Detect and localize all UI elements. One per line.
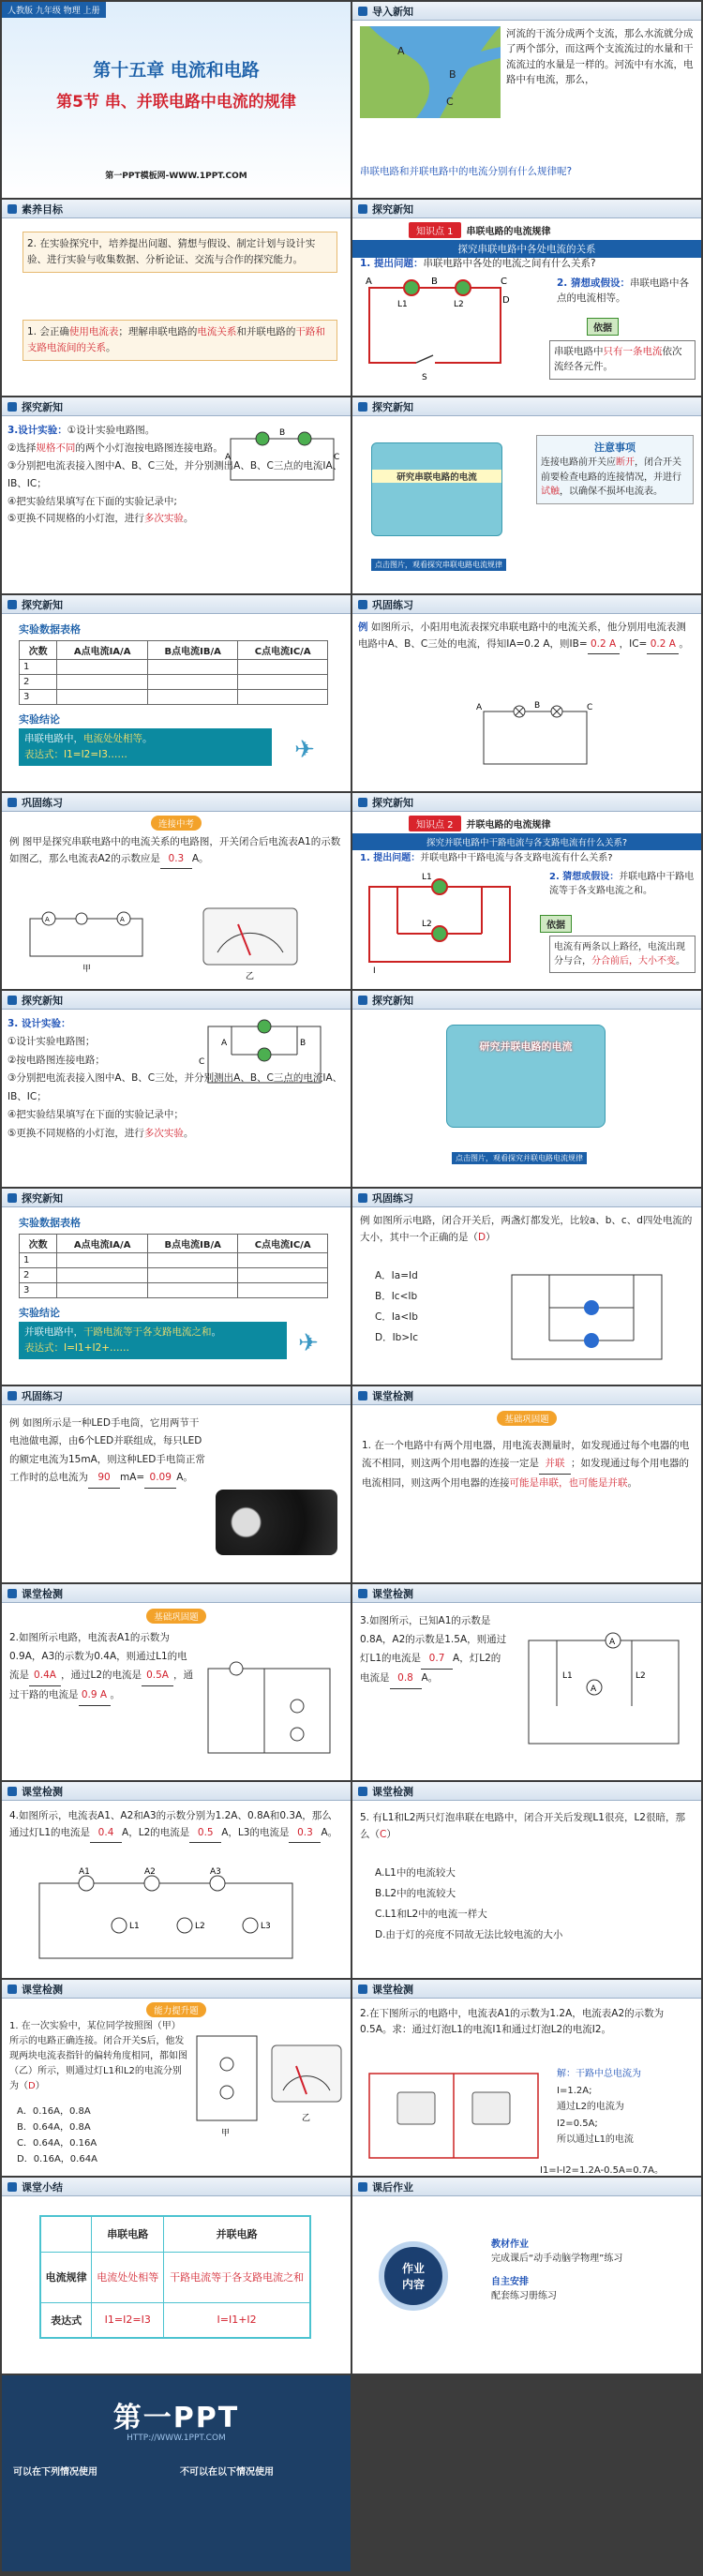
parallel-circuit (360, 868, 529, 981)
example-text: 例 图甲是探究串联电路中的电流关系的电路图，开关闭合后电流表A1的示数如图乙，那么电流表A2的示数应是 0.3 A。 (9, 834, 343, 869)
slide-header: 课堂检测 (352, 1584, 701, 1603)
slide-header: 课后作业 (352, 2178, 701, 2196)
knowledge-tag: 知识点 1 (409, 222, 461, 238)
parallel-diagram (199, 1017, 339, 1092)
river-illustration (360, 26, 501, 118)
slide-practice-2[interactable] (2, 793, 351, 989)
example-text: 例 如图所示，小阳用电流表探究串联电路中的电流关系，他分别用电流表测电路中A、B、C三处的电流，得知IA=0.2 A，则IB= 0.2 A ，IC= 0.2 A 。 (358, 620, 696, 787)
summary-table: 串联电路 并联电路 电流规律 电流处处相等 干路电流等于各支路电流之和 表达式 I1=I2=I3 I=I1+I2 (39, 2215, 311, 2339)
svg-text:B: B (279, 428, 286, 438)
header-icon (7, 2182, 17, 2192)
plane-icon: ✈ (298, 1329, 319, 1357)
plane-icon: ✈ (294, 736, 315, 764)
test-circuit (30, 1865, 311, 1973)
level-pill: 基础巩固题 (497, 1411, 557, 1426)
question-text: 1. 在一个电路中有两个用电器，用电流表测量时，如发现通过每个电器的电流不相同，则这两个用电器的连接一定是 并联 ；如发现通过每个用电器的电流相同，则这两个用电器的连接可能是串联，也可能是并联。 (362, 1440, 690, 1489)
svg-text:乙: 乙 (302, 2114, 311, 2123)
topic-bar: 探究串联电路中各处电流的关系 (352, 240, 701, 258)
header-icon (7, 996, 17, 1005)
slide-header: 探究新知 (2, 595, 351, 614)
slide-header: 课堂检测 (2, 1980, 351, 1999)
conclusion-box: 并联电路中，干路电流等于各支路电流之和。 表达式：I=I1+I2+…… (19, 1322, 287, 1359)
svg-text:L2: L2 (195, 1922, 205, 1931)
flashlight-image (216, 1490, 337, 1555)
series-circuit (360, 275, 529, 387)
header-icon (358, 798, 367, 807)
hw-heading-2: 自主安排 (491, 2277, 529, 2287)
slide-series-data[interactable] (2, 595, 351, 791)
ammeter-yi (199, 904, 302, 982)
slide-parallel-hypothesis[interactable]: 探究新知 知识点 2 并联电路的电流规律 探究并联电路中干路电流与各支路电流有什么关系? 1. 提出问题：并联电路中干路电流与各支路电流有什么关系? L1 L2 I 2. 猜想或假设：并联电路中干路电流等于各支路电流之和。 依据 电流有两条以上路径，电流出现分与合，分合前后，大小不变。 (352, 793, 701, 989)
svg-text:L3: L3 (261, 1922, 271, 1931)
svg-text:L2: L2 (636, 1671, 646, 1681)
header-icon (7, 204, 17, 214)
slide-practice-3[interactable] (352, 1189, 701, 1385)
section-title: 第5节 串、并联电路中电流的规律 (56, 93, 296, 112)
header-icon (7, 1193, 17, 1203)
svg-text:A: A (591, 1685, 597, 1694)
svg-text:L1: L1 (129, 1922, 140, 1931)
slide-header: 探究新知 (2, 1189, 351, 1207)
test-circuit (519, 1622, 694, 1762)
slide-test-5[interactable] (352, 1782, 701, 1978)
river-label-c: C (446, 96, 454, 108)
basis-note: 电流有两条以上路径，电流出现分与合，分合前后，大小不变。 (549, 936, 696, 973)
svg-text:甲: 甲 (221, 2129, 231, 2138)
hw-text-2: 配套练习册练习 (491, 2291, 557, 2301)
goal-2: 2. 在实验探究中，培养提出问题、猜想与假设、制定计划与设计实验、进行实验与收集数据、分析论证、交流与合作的探究能力。 (22, 232, 337, 273)
slide-header: 课堂检测 (352, 1980, 701, 1999)
header-icon (7, 402, 17, 412)
level-pill: 基础巩固题 (146, 1609, 206, 1624)
question-text: 2.如图所示电路，电流表A1的示数为0.9A，A3的示数为0.4A，则通过L1的电流是 0.4A ，通过L2的电流是 0.5A ，通过干路的电流是 0.9 A 。 (9, 1629, 197, 1706)
option-list: A.L1中的电流较大 B.L2中的电流较大 C.L1和L2中的电流一样大 D.由于灯的亮度不同故无法比较电流的大小 (375, 1867, 563, 1941)
slide-practice-1[interactable] (352, 595, 701, 791)
svg-text:A: A (221, 1039, 228, 1048)
slide-header: 课堂检测 (352, 1782, 701, 1801)
svg-text:D: D (502, 295, 510, 306)
slide-title[interactable] (2, 2, 351, 198)
slide-header: 巩固练习 (352, 1189, 701, 1207)
design-steps: 3. 设计实验： ①设计实验电路图； ②按电路图连接电路； ③分别把电流表接入图中A、B、C三处，并分别测出A、B、C三点的电流IA、IB、IC； ④把实验结果填写在下面的实验记录中； ⑤更换不同规格的小灯泡，进行多次实验。 (7, 1018, 343, 1139)
slide-series-hypothesis[interactable] (352, 200, 701, 396)
slide-header: 探究新知 (352, 793, 701, 812)
notes-box: 注意事项 连接电路前开关应断开，闭合开关前要检查电路的连接情况，并进行试触，以确保不损坏电流表。 (536, 435, 694, 504)
header-icon (358, 204, 367, 214)
test-circuit (199, 1659, 345, 1762)
usage-allowed: 可以在下列情况使用 (13, 2467, 97, 2478)
level-pill: 能力提升题 (146, 2002, 206, 2017)
header-icon (358, 2182, 367, 2192)
video-caption: 点击图片，观看探究串联电路电流规律 (371, 559, 506, 571)
slide-header: 导入新知 (352, 2, 701, 21)
data-table: 次数 A点电流IA/A B点电流IB/A C点电流IC/A 1 2 3 (19, 1234, 328, 1298)
slide-header: 素养目标 (2, 200, 351, 218)
slide-test-2[interactable] (2, 1584, 351, 1780)
topic-bar: 探究并联电路中干路电流与各支路电流有什么关系? (352, 833, 701, 850)
svg-text:C: C (334, 453, 340, 462)
slide-summary[interactable] (2, 2178, 351, 2374)
svg-text:A: A (120, 916, 125, 923)
slide-parallel-video[interactable] (352, 991, 701, 1187)
example-text: 例 如图所示电路，闭合开关后，两盏灯都发光，比较a、b、c、d四处电流的大小，其中一个正确的是（D） (360, 1215, 693, 1243)
slide-series-video[interactable] (352, 397, 701, 593)
slide-header: 探究新知 (2, 397, 351, 416)
svg-text:C: C (501, 277, 507, 287)
slide-test-4[interactable] (2, 1782, 351, 1978)
practice-circuit (493, 1266, 681, 1369)
header-icon (358, 996, 367, 1005)
table-title: 实验数据表格 (19, 1217, 81, 1229)
option-list: A．Ia=Id B．Ic<Ib C．Ia<Ib D．Ib>Ic (375, 1270, 419, 1344)
question-text: 5. 有L1和L2两只灯泡串联在电路中，闭合开关后发现L1很亮，L2很暗，那么（C） (360, 1812, 685, 1840)
slide-test-3[interactable] (352, 1584, 701, 1780)
question-text: 串联电路中各处的电流之间有什么关系? (423, 258, 596, 269)
header-icon (7, 1787, 17, 1796)
knowledge-tag: 知识点 2 (409, 816, 461, 831)
basis-note: 串联电路中只有一条电流依次流经各元件。 (549, 340, 696, 380)
conclusion-title: 实验结论 (19, 1307, 60, 1319)
hw-heading-1: 教材作业 (491, 2239, 529, 2250)
svg-text:A: A (609, 1638, 616, 1647)
slide-header: 课堂小结 (2, 2178, 351, 2196)
river-label-b: B (449, 68, 456, 81)
slide-header: 课堂检测 (2, 1782, 351, 1801)
header-icon (7, 1589, 17, 1598)
svg-text:L2: L2 (422, 920, 432, 929)
slide-header: 探究新知 (352, 397, 701, 416)
option-list: A．0.16A，0.8A B．0.64A，0.8A C．0.64A，0.16A D．0.16A，0.64A (17, 2106, 97, 2164)
data-table: 次数 A点电流IA/A B点电流IB/A C点电流IC/A 1 2 3 (19, 640, 328, 705)
question-text: 1. 在一次实验中，某位同学按照图（甲）所示的电路正确连接。闭合开关S后，他发现两块电流表指针的偏转角度相同，都如图（乙）所示，则通过灯L1和L2的电流分别为（D） (9, 2021, 187, 2091)
svg-text:A: A (366, 277, 372, 287)
edition-badge: 人教版 九年级 物理 上册 (2, 2, 106, 18)
topic-label: 串联电路的电流规律 (466, 227, 551, 237)
table-title: 实验数据表格 (19, 623, 81, 636)
intro-text: 河流的干流分成两个支流，那么水流就分成了两个部分，而这两个支流流过的水量和干流流过的水量是一样的。河流中有水流，电路中有电流，那么， (506, 28, 694, 85)
svg-text:I: I (373, 966, 376, 976)
usage-forbidden: 不可以在以下情况使用 (180, 2467, 274, 2478)
basis-badge: 依据 (540, 915, 572, 933)
guess-label: 2. 猜想或假设： (557, 277, 630, 289)
intro-question: 串联电路和并联电路中的电流分别有什么规律呢? (360, 166, 573, 177)
video-caption: 点击图片，观看探究并联电路电流规律 (452, 1152, 587, 1164)
svg-text:B: B (534, 701, 541, 711)
svg-text:L1: L1 (397, 300, 408, 309)
header-icon (358, 7, 367, 16)
solution-final: I1=I-I2=1.2A-0.5A=0.7A。 (540, 2165, 664, 2176)
slide-test-7[interactable] (352, 1980, 701, 2176)
svg-text:S: S (422, 373, 427, 382)
brand-logo: 第一PPT (112, 2402, 240, 2434)
svg-text:乙: 乙 (246, 972, 255, 981)
question-text: 4.如图所示，电流表A1、A2和A3的示数分别为1.2A、0.8A和0.3A，那么 通过灯L1的电流是 0.4 A，L2的电流是 0.5 A，L3的电流是 0.3 A。 (9, 1808, 343, 1843)
header-icon (358, 1984, 367, 1994)
svg-text:B: B (300, 1039, 307, 1048)
svg-text:L1: L1 (422, 873, 432, 882)
header-icon (358, 1193, 367, 1203)
header-icon (7, 600, 17, 609)
svg-text:A3: A3 (210, 1867, 221, 1877)
video-thumbnail[interactable]: 研究并联电路的电流 (446, 1025, 606, 1128)
ammeter-yi (268, 2036, 345, 2139)
video-thumbnail[interactable]: 研究串联电路的电流 (371, 442, 502, 536)
slide-header: 巩固练习 (2, 1386, 351, 1405)
svg-text:A1: A1 (79, 1867, 90, 1877)
slide-goals[interactable] (2, 200, 351, 396)
slide-header: 课堂检测 (352, 1386, 701, 1405)
slide-header: 探究新知 (352, 200, 701, 218)
circuit-jia (189, 2027, 264, 2139)
header-icon (358, 1391, 367, 1400)
header-icon (358, 600, 367, 609)
conclusion-title: 实验结论 (19, 713, 60, 726)
question-text: 3.如图所示，已知A1的示数是0.8A，A2的示数是1.5A，则通过灯L1的电流是 0.7 A，灯L2的电流是 0.8 A。 (360, 1612, 510, 1689)
slide-test-1[interactable] (352, 1386, 701, 1582)
header-icon (7, 1984, 17, 1994)
slide-header: 探究新知 (352, 991, 701, 1010)
site-label: 第一PPT模板网-WWW.1PPT.COM (105, 172, 247, 181)
svg-text:B: B (431, 277, 438, 287)
header-icon (358, 402, 367, 412)
slide-parallel-data[interactable] (2, 1189, 351, 1385)
slide-parallel-design[interactable] (2, 991, 351, 1187)
solution: 解：干路中总电流为 I=1.2A; 通过L2的电流为 I2=0.5A; 所以通过L1的电流 (557, 2069, 641, 2145)
question-text: 2.在下图所示的电路中，电流表A1的示数为1.2A，电流表A2的示数为0.5A。求：通过灯泡L1的电流I1和通过灯泡L2的电流I2。 (360, 2008, 665, 2035)
header-icon (7, 798, 17, 807)
hw-text-1: 完成课后“动手动脑学物理”练习 (491, 2254, 623, 2264)
guess-text: 串联电路中各点的电流相等。 (557, 277, 689, 304)
brand-url: HTTP://WWW.1PPT.COM (127, 2434, 226, 2443)
test-circuit (360, 2064, 547, 2167)
design-steps: 3.设计实验：①设计实验电路图。 ②选择规格不同的两个小灯泡按电路图连接电路。 ③分别把电流表接入图中A、B、C三处，并分别测出A、B、C三点的电流IA、IB、IC； ④把实验结果填写在下面的实验记录中; ⑤更换不同规格的小灯泡，进行多次实验。 (7, 425, 343, 525)
slide-test-6[interactable] (2, 1980, 351, 2176)
header-icon (358, 1787, 367, 1796)
slide-practice-4[interactable] (2, 1386, 351, 1582)
svg-text:甲: 甲 (82, 965, 92, 974)
header-icon (7, 1391, 17, 1400)
svg-text:A: A (225, 453, 232, 462)
example-circuit (474, 698, 596, 773)
svg-text:L2: L2 (454, 300, 464, 309)
svg-text:A2: A2 (144, 1867, 156, 1877)
exam-pill: 连接中考 (151, 816, 202, 831)
slide-homework[interactable] (352, 2178, 701, 2374)
basis-badge: 依据 (587, 318, 619, 336)
topic-label: 并联电路的电流规律 (466, 820, 551, 831)
slide-header: 巩固练习 (352, 595, 701, 614)
homework-center: 作业内容 (379, 2241, 448, 2311)
slide-intro[interactable] (352, 2, 701, 198)
example-text: 例 如图所示是一种LED手电筒，它用两节干电池做电源，由6个LED并联组成，每只LED的额定电流为15mA，则这种LED手电筒正常工作时的总电流为 90 mA= 0.09 A。 (9, 1415, 206, 1489)
circuit-jia (21, 909, 152, 975)
conclusion-box: 串联电路中，电流处处相等。 表达式：I1=I2=I3…… (19, 728, 272, 766)
svg-text:A: A (476, 703, 483, 712)
question-label: 1. 提出问题： (360, 258, 424, 269)
goal-1: 1. 会正确使用电流表；理解串联电路的电流关系和并联电路的干路和支路电流间的关系。 (22, 320, 337, 361)
slide-header: 课堂检测 (2, 1584, 351, 1603)
slide-header: 探究新知 (2, 991, 351, 1010)
svg-text:A: A (45, 916, 50, 923)
svg-text:C: C (587, 703, 593, 712)
river-label-a: A (397, 45, 405, 57)
series-diagram (225, 426, 343, 493)
header-icon (358, 1589, 367, 1598)
slide-brand[interactable] (2, 2375, 351, 2571)
chapter-title: 第十五章 电流和电路 (93, 60, 260, 81)
svg-text:L1: L1 (562, 1671, 573, 1681)
svg-text:C: C (199, 1057, 205, 1067)
slide-header: 巩固练习 (2, 793, 351, 812)
slide-series-design[interactable] (2, 397, 351, 593)
